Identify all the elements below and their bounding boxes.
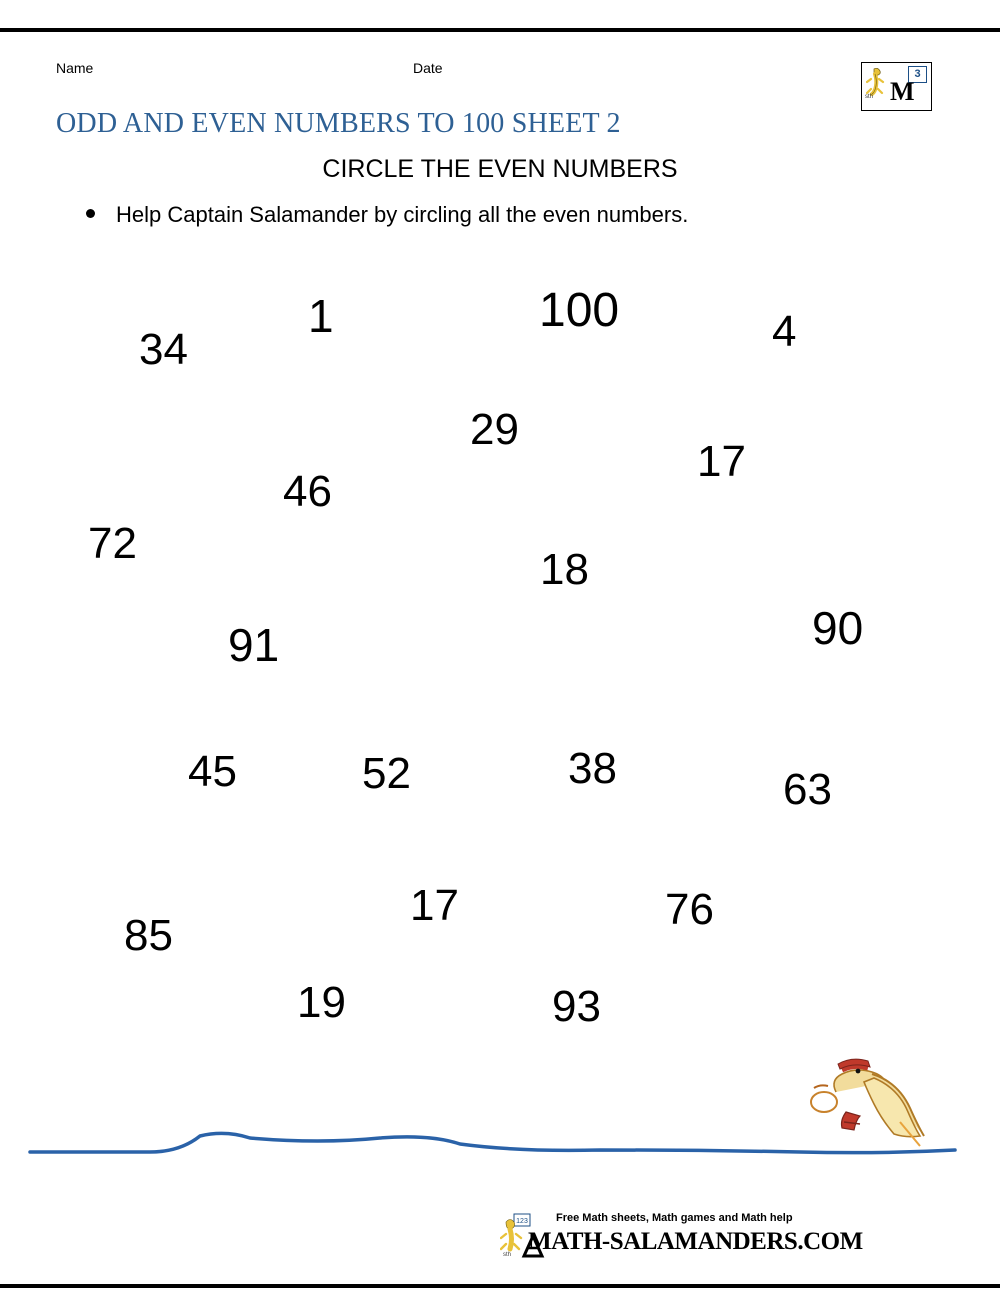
number-token[interactable]: 90 xyxy=(812,602,864,654)
number-token[interactable]: 45 xyxy=(188,747,237,796)
number-token[interactable]: 100 xyxy=(539,284,620,337)
number-token[interactable]: 29 xyxy=(470,405,519,454)
footer xyxy=(0,1206,1000,1271)
footer-tagline: Free Math sheets, Math games and Math help xyxy=(556,1212,793,1224)
number-token[interactable]: 72 xyxy=(88,519,137,568)
number-token[interactable]: 76 xyxy=(665,885,714,934)
number-token[interactable]: 19 xyxy=(297,978,346,1027)
instruction-text: Help Captain Salamander by circling all the even numbers. xyxy=(116,202,689,227)
number-token[interactable]: 46 xyxy=(283,467,332,516)
name-label: Name xyxy=(56,60,94,76)
number-token[interactable]: 38 xyxy=(568,744,617,793)
number-token[interactable]: 17 xyxy=(697,437,746,486)
number-token[interactable]: 17 xyxy=(410,881,459,930)
page-title: ODD AND EVEN NUMBERS TO 100 SHEET 2 xyxy=(56,108,621,139)
grade-badge: 3 xyxy=(908,66,927,83)
number-token[interactable]: 1 xyxy=(308,290,334,342)
number-token[interactable]: 93 xyxy=(552,982,601,1031)
svg-text:123: 123 xyxy=(516,1218,528,1225)
number-token[interactable]: 63 xyxy=(783,765,832,814)
number-token[interactable]: 4 xyxy=(772,307,797,356)
number-token[interactable]: 52 xyxy=(362,749,411,798)
bottom-divider xyxy=(0,1284,1000,1288)
logo-letter-m: M xyxy=(890,77,915,106)
page-subtitle: CIRCLE THE EVEN NUMBERS xyxy=(322,155,678,183)
footer-url: MATH-SALAMANDERS.COM xyxy=(528,1228,863,1255)
number-token[interactable]: 91 xyxy=(228,619,280,671)
date-label: Date xyxy=(413,60,443,76)
captain-salamander-illustration xyxy=(786,1030,946,1155)
svg-text:sth: sth xyxy=(503,1252,512,1258)
logo-small-text: sth xyxy=(865,94,874,100)
number-token[interactable]: 85 xyxy=(124,911,173,960)
number-token[interactable]: 34 xyxy=(139,325,188,374)
number-token[interactable]: 18 xyxy=(540,545,589,594)
